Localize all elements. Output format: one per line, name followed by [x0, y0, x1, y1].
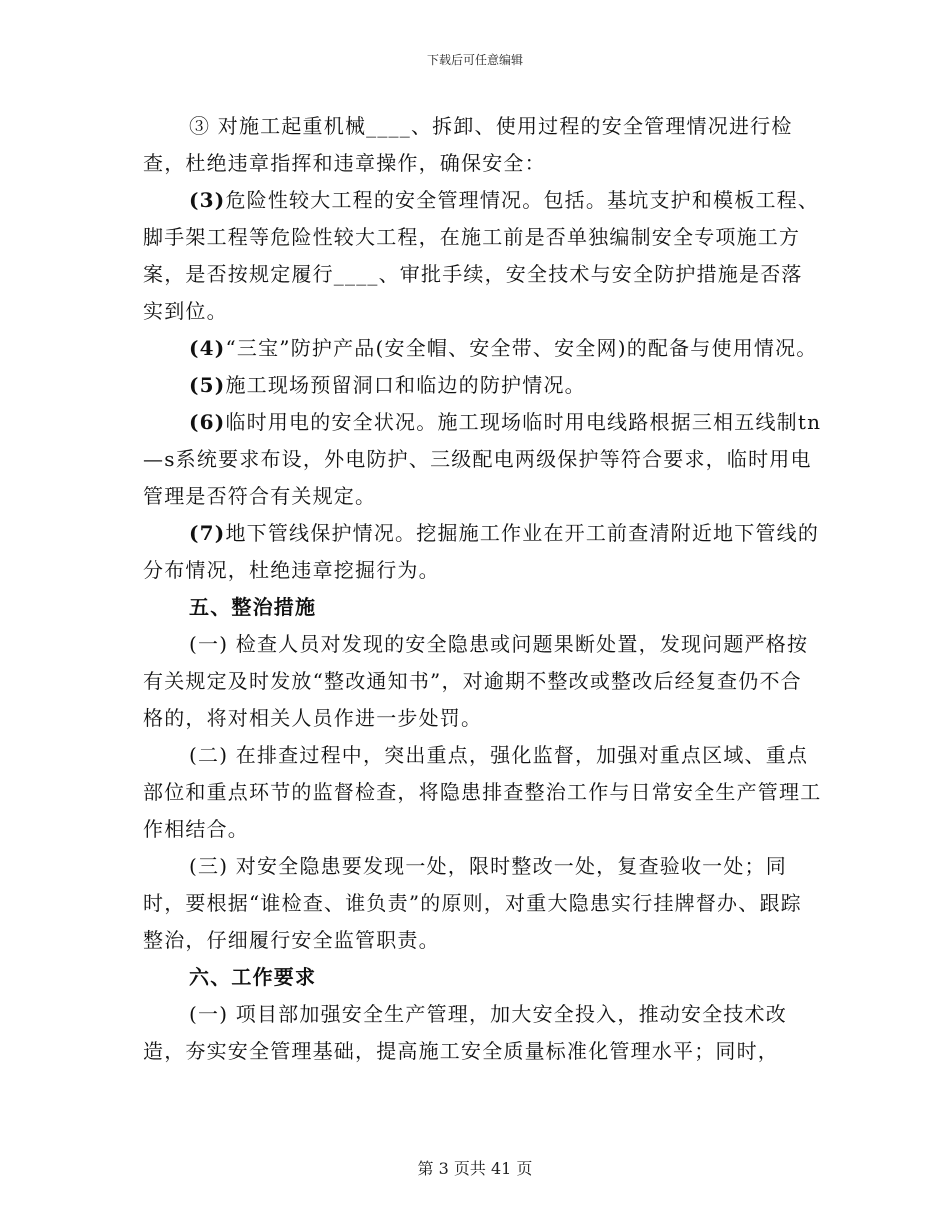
paragraph: (二) 在排查过程中，突出重点，强化监督，加强对重点区域、重点部位和重点环节的监督检查，将隐患排查整治工作与日常安全生产管理工作相结合。 — [143, 743, 822, 841]
paragraph: (三) 对安全隐患要发现一处，限时整改一处，复查验收一处；同时，要根据“谁检查、谁负责”的原则，对重大隐患实行挂牌督办、跟踪整治，仔细履行安全监管职责。 — [143, 854, 802, 952]
section-heading: 五、整治措施 — [189, 595, 317, 619]
page-footer: 第 3 页共 41 页 — [417, 1159, 533, 1178]
item-number: (7) — [189, 521, 226, 545]
paragraph: (3)危险性较大工程的安全管理情况。包括。基坑支护和模板工程、脚手架工程等危险性较大工程，在施工前是否单独编制安全专项施工方案，是否按规定履行____、审批手续，安全技术与安全防护措施是否落实到位。 — [143, 188, 820, 323]
section-heading: 六、工作要求 — [189, 965, 317, 989]
paragraph: (6)临时用电的安全状况。施工现场临时用电线路根据三相五线制tn—s系统要求布设，外电防护、三级配电两级保护等符合要求，临时用电管理是否符合有关规定。 — [143, 410, 822, 508]
paragraph: (一) 项目部加强安全生产管理，加大安全投入，推动安全技术改造，夯实安全管理基础，提高施工安全质量标准化管理水平；同时， — [143, 1002, 787, 1063]
paragraph: (4)“三宝”防护产品(安全帽、安全带、安全网)的配备与使用情况。 — [189, 336, 818, 360]
paragraph: (一) 检查人员对发现的安全隐患或问题果断处置，发现问题严格按有关规定及时发放“整改通知书”，对逾期不整改或整改后经复查仍不合格的，将对相关人员作进一步处罚。 — [143, 632, 809, 730]
page-header: 下载后可任意编辑 — [426, 53, 523, 67]
paragraph: (7)地下管线保护情况。挖掘施工作业在开工前查清附近地下管线的分布情况，杜绝违章挖掘行为。 — [143, 521, 820, 582]
item-number: (6) — [189, 410, 226, 434]
item-number: (4) — [189, 336, 226, 360]
paragraph: ③ 对施工起重机械____、拆卸、使用过程的安全管理情况进行检查，杜绝违章指挥和违章操作，确保安全： — [143, 114, 793, 175]
paragraph: (5)施工现场预留洞口和临边的防护情况。 — [189, 373, 586, 397]
document-body — [143, 108, 823, 1070]
item-number: (5) — [189, 373, 226, 397]
item-number: (3) — [189, 188, 226, 212]
